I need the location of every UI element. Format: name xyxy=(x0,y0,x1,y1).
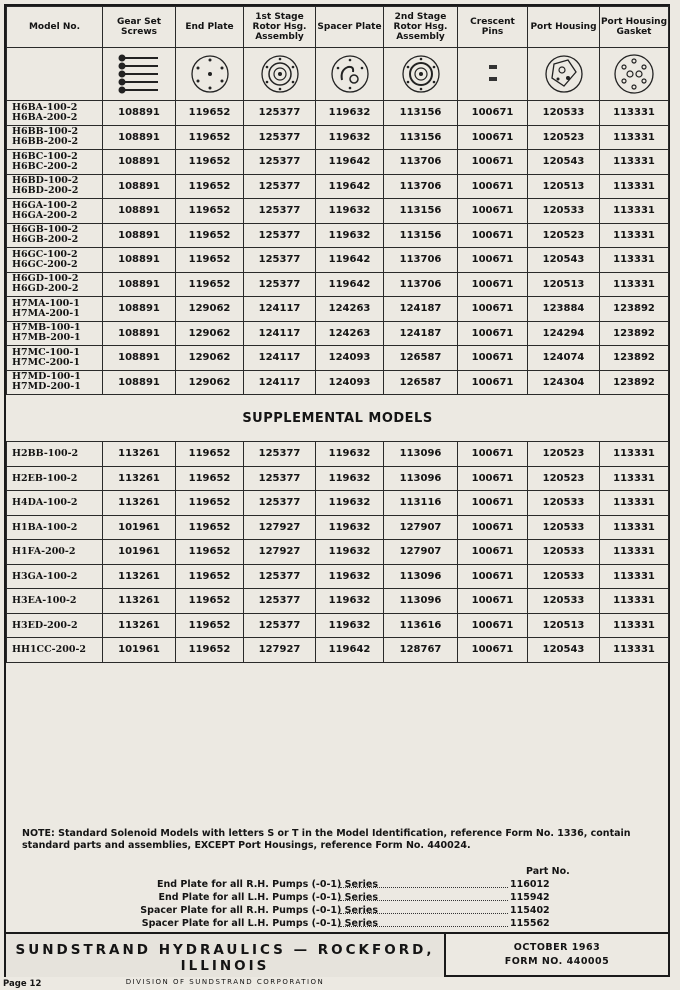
part-cell: 108891 xyxy=(103,297,176,322)
form-date: OCTOBER 1963 xyxy=(513,942,601,953)
part-cell: 119632 xyxy=(316,199,384,224)
part-cell: 119652 xyxy=(176,613,244,638)
part-cell: 100671 xyxy=(458,321,528,346)
part-cell: 108891 xyxy=(103,370,176,395)
part-cell: 108891 xyxy=(103,101,176,126)
model-number: H7MB-100-1 xyxy=(12,322,81,334)
part-cell: 124093 xyxy=(316,370,384,395)
part-cell: 119652 xyxy=(176,223,244,248)
part-cell: 113331 xyxy=(600,174,669,199)
division-name: DIVISION OF SUNDSTRAND CORPORATION xyxy=(125,978,325,986)
model-cell xyxy=(7,297,103,322)
model-number: H6BA-100-2 xyxy=(12,101,78,113)
part-cell: 120513 xyxy=(528,613,600,638)
part-cell: 100671 xyxy=(458,174,528,199)
table-row xyxy=(7,223,669,248)
part-cell: 125377 xyxy=(244,125,316,150)
part-cell: 119652 xyxy=(176,540,244,565)
part-cell: 100671 xyxy=(458,199,528,224)
model-number: H7MC-100-1 xyxy=(12,346,80,358)
col-header: 1st Stage Rotor Hsg. Assembly xyxy=(244,7,316,48)
part-cell: 119652 xyxy=(176,564,244,589)
part-cell: 125377 xyxy=(244,564,316,589)
part-cell: 124093 xyxy=(316,346,384,371)
part-cell: 113331 xyxy=(600,564,669,589)
part-cell: 100671 xyxy=(458,223,528,248)
part-cell: 100671 xyxy=(458,638,528,663)
part-cell: 120543 xyxy=(528,248,600,273)
pins-icon xyxy=(458,48,528,101)
part-cell: 123892 xyxy=(600,370,669,395)
note-text: Standard Solenoid Models with letters S or T in the Model Identification, reference Form No. 1336, contain standard parts and assemblies, EXCEPT Port Housings, reference Form No. 440024. xyxy=(22,828,631,851)
model-number: H6GA-200-2 xyxy=(12,209,78,221)
part-cell: 120533 xyxy=(528,199,600,224)
part-cell: 113616 xyxy=(384,613,458,638)
part-cell: 120543 xyxy=(528,150,600,175)
form-block xyxy=(446,934,668,977)
part-cell: 120533 xyxy=(528,589,600,614)
part-number: 115562 xyxy=(510,918,550,929)
model-cell xyxy=(7,150,103,175)
part-cell: 113096 xyxy=(384,564,458,589)
part-cell: 100671 xyxy=(458,150,528,175)
model-number: H6GC-200-2 xyxy=(12,258,78,270)
model-cell xyxy=(7,199,103,224)
part-cell: 113261 xyxy=(103,564,176,589)
part-cell: 113096 xyxy=(384,589,458,614)
part-cell: 125377 xyxy=(244,101,316,126)
part-cell: 113331 xyxy=(600,199,669,224)
part-cell: 113706 xyxy=(384,150,458,175)
icon-row xyxy=(7,48,669,101)
part-cell: 100671 xyxy=(458,613,528,638)
part-cell: 113156 xyxy=(384,223,458,248)
model-number: H6GA-100-2 xyxy=(12,199,78,211)
part-cell: 108891 xyxy=(103,150,176,175)
model-number: H7MB-200-1 xyxy=(12,332,81,344)
page-number: Page 12 xyxy=(3,979,42,989)
table-row xyxy=(7,442,669,467)
model-number: H6BB-100-2 xyxy=(12,126,79,138)
gasket-icon xyxy=(600,48,669,101)
port-housing-icon xyxy=(528,48,600,101)
part-cell: 125377 xyxy=(244,248,316,273)
part-cell: 100671 xyxy=(458,101,528,126)
model-cell xyxy=(7,174,103,199)
model-cell: H1FA-200-2 xyxy=(7,540,103,565)
part-cell: 119652 xyxy=(176,272,244,297)
part-cell: 119632 xyxy=(316,589,384,614)
part-cell: 113261 xyxy=(103,613,176,638)
part-name: Spacer Plate for all L.H. Pumps (-0-1) Series xyxy=(141,918,378,929)
part-cell: 119632 xyxy=(316,223,384,248)
part-cell: 100671 xyxy=(458,346,528,371)
table-row xyxy=(7,150,669,175)
table-row xyxy=(7,174,669,199)
part-cell: 127907 xyxy=(384,540,458,565)
model-cell: H3EA-100-2 xyxy=(7,589,103,614)
supplemental-row xyxy=(7,395,669,442)
table-row xyxy=(7,272,669,297)
supplemental-title: SUPPLEMENTAL MODELS xyxy=(7,395,669,442)
part-cell: 129062 xyxy=(176,346,244,371)
part-cell: 119632 xyxy=(316,442,384,467)
part-cell: 127927 xyxy=(244,540,316,565)
part-cell: 120533 xyxy=(528,564,600,589)
model-number: H7MC-200-1 xyxy=(12,356,80,368)
model-cell xyxy=(7,321,103,346)
part-cell: 100671 xyxy=(458,442,528,467)
part-cell: 120543 xyxy=(528,638,600,663)
part-cell: 113261 xyxy=(103,466,176,491)
part-cell: 120513 xyxy=(528,272,600,297)
part-cell: 119632 xyxy=(316,491,384,516)
part-cell: 113331 xyxy=(600,223,669,248)
table-row xyxy=(7,125,669,150)
part-cell: 119652 xyxy=(176,150,244,175)
model-number: H6BD-100-2 xyxy=(12,175,79,187)
part-cell: 108891 xyxy=(103,199,176,224)
table-row xyxy=(7,589,669,614)
part-cell: 119642 xyxy=(316,638,384,663)
part-cell: 100671 xyxy=(458,272,528,297)
part-cell: 125377 xyxy=(244,174,316,199)
part-cell: 124117 xyxy=(244,297,316,322)
part-cell: 119652 xyxy=(176,638,244,663)
part-cell: 119632 xyxy=(316,564,384,589)
part-cell: 126587 xyxy=(384,370,458,395)
part-cell: 124117 xyxy=(244,346,316,371)
part-cell: 100671 xyxy=(458,589,528,614)
spacer-plate-icon xyxy=(316,48,384,101)
form-number: FORM NO. 440005 xyxy=(504,956,610,967)
part-cell: 113156 xyxy=(384,199,458,224)
part-cell: 127927 xyxy=(244,638,316,663)
part-cell: 120523 xyxy=(528,442,600,467)
part-cell: 119652 xyxy=(176,174,244,199)
part-cell: 113261 xyxy=(103,442,176,467)
leader-dots xyxy=(340,887,508,888)
part-cell: 124117 xyxy=(244,370,316,395)
part-cell: 125377 xyxy=(244,199,316,224)
part-cell: 124187 xyxy=(384,297,458,322)
part-cell: 120533 xyxy=(528,540,600,565)
part-cell: 113331 xyxy=(600,515,669,540)
table-row xyxy=(7,564,669,589)
part-cell: 100671 xyxy=(458,125,528,150)
part-cell: 129062 xyxy=(176,370,244,395)
col-header: End Plate xyxy=(176,7,244,48)
part-list-header: Part No. xyxy=(526,866,570,877)
part-cell: 123892 xyxy=(600,321,669,346)
table-row xyxy=(7,101,669,126)
model-number: H6BB-200-2 xyxy=(12,136,79,148)
col-header: Port Housing xyxy=(528,7,600,48)
model-number: H6BC-200-2 xyxy=(12,160,78,172)
part-cell: 113096 xyxy=(384,466,458,491)
model-number: H6BC-100-2 xyxy=(12,150,78,162)
model-cell xyxy=(7,346,103,371)
part-cell: 120523 xyxy=(528,125,600,150)
part-cell: 108891 xyxy=(103,346,176,371)
part-cell: 101961 xyxy=(103,515,176,540)
part-cell: 108891 xyxy=(103,174,176,199)
model-cell xyxy=(7,223,103,248)
company-name: SUNDSTRAND HYDRAULICS — ROCKFORD, ILLINOIS xyxy=(15,942,435,974)
model-cell xyxy=(7,370,103,395)
part-cell: 119642 xyxy=(316,272,384,297)
model-cell: H3GA-100-2 xyxy=(7,564,103,589)
part-cell: 101961 xyxy=(103,638,176,663)
model-number: H6GD-100-2 xyxy=(12,273,79,285)
part-cell: 125377 xyxy=(244,150,316,175)
part-cell: 119652 xyxy=(176,199,244,224)
table-row xyxy=(7,321,669,346)
part-cell: 113261 xyxy=(103,589,176,614)
part-cell: 123892 xyxy=(600,346,669,371)
part-list-item xyxy=(40,879,620,891)
rotor-housing-icon xyxy=(244,48,316,101)
header-row xyxy=(7,7,669,48)
part-cell: 119652 xyxy=(176,248,244,273)
col-header: Port Housing Gasket xyxy=(600,7,669,48)
part-cell: 113261 xyxy=(103,491,176,516)
model-cell: H2EB-100-2 xyxy=(7,466,103,491)
part-cell: 100671 xyxy=(458,515,528,540)
part-cell: 113331 xyxy=(600,491,669,516)
part-cell: 119632 xyxy=(316,466,384,491)
col-header: Gear Set Screws xyxy=(103,7,176,48)
table-row xyxy=(7,540,669,565)
part-cell: 113331 xyxy=(600,248,669,273)
part-cell: 119652 xyxy=(176,442,244,467)
part-cell: 124187 xyxy=(384,321,458,346)
col-header: Spacer Plate xyxy=(316,7,384,48)
table-row xyxy=(7,466,669,491)
table-row xyxy=(7,297,669,322)
table-row xyxy=(7,491,669,516)
part-cell: 113156 xyxy=(384,101,458,126)
part-cell: 100671 xyxy=(458,491,528,516)
blank-cell xyxy=(7,48,103,101)
model-number: H6GB-200-2 xyxy=(12,234,79,246)
model-cell: H1BA-100-2 xyxy=(7,515,103,540)
leader-dots xyxy=(340,900,508,901)
part-cell: 108891 xyxy=(103,125,176,150)
model-cell xyxy=(7,101,103,126)
part-cell: 127907 xyxy=(384,515,458,540)
part-cell: 119632 xyxy=(316,613,384,638)
model-number: H6GB-100-2 xyxy=(12,224,79,236)
part-number: 115402 xyxy=(510,905,550,916)
model-number: H7MD-100-1 xyxy=(12,371,81,383)
part-cell: 129062 xyxy=(176,297,244,322)
part-number: 115942 xyxy=(510,892,550,903)
part-cell: 100671 xyxy=(458,370,528,395)
note-label: NOTE: xyxy=(22,828,55,839)
part-cell: 100671 xyxy=(458,540,528,565)
part-cell: 108891 xyxy=(103,321,176,346)
part-cell: 125377 xyxy=(244,589,316,614)
table-row xyxy=(7,613,669,638)
model-number: H6GD-200-2 xyxy=(12,283,79,295)
part-cell: 113331 xyxy=(600,638,669,663)
part-cell: 113116 xyxy=(384,491,458,516)
model-number: H6GC-100-2 xyxy=(12,248,78,260)
part-cell: 119652 xyxy=(176,515,244,540)
model-cell: HH1CC-200-2 xyxy=(7,638,103,663)
model-number: H7MD-200-1 xyxy=(12,381,81,393)
parts-table xyxy=(6,6,669,663)
model-cell xyxy=(7,272,103,297)
part-cell: 100671 xyxy=(458,466,528,491)
model-cell xyxy=(7,125,103,150)
part-cell: 119632 xyxy=(316,540,384,565)
rotor-housing-2-icon xyxy=(384,48,458,101)
col-header: Model No. xyxy=(7,7,103,48)
col-header: Crescent Pins xyxy=(458,7,528,48)
part-cell: 120533 xyxy=(528,515,600,540)
part-cell: 119652 xyxy=(176,491,244,516)
part-cell: 119652 xyxy=(176,589,244,614)
col-header: 2nd Stage Rotor Hsg. Assembly xyxy=(384,7,458,48)
model-cell: H3ED-200-2 xyxy=(7,613,103,638)
part-cell: 119632 xyxy=(316,515,384,540)
part-cell: 113156 xyxy=(384,125,458,150)
part-cell: 120533 xyxy=(528,491,600,516)
leader-dots xyxy=(340,913,508,914)
part-cell: 108891 xyxy=(103,248,176,273)
table-row xyxy=(7,346,669,371)
part-cell: 124294 xyxy=(528,321,600,346)
model-number: H7MA-100-1 xyxy=(12,297,80,309)
part-cell: 113331 xyxy=(600,613,669,638)
part-cell: 108891 xyxy=(103,272,176,297)
table-row xyxy=(7,370,669,395)
part-cell: 128767 xyxy=(384,638,458,663)
model-number: H6BD-200-2 xyxy=(12,185,79,197)
part-cell: 113331 xyxy=(600,466,669,491)
part-cell: 119642 xyxy=(316,150,384,175)
part-name: Spacer Plate for all R.H. Pumps (-0-1) Series xyxy=(140,905,378,916)
model-number: H7MA-200-1 xyxy=(12,307,80,319)
part-cell: 113331 xyxy=(600,442,669,467)
part-cell: 120523 xyxy=(528,466,600,491)
part-cell: 120533 xyxy=(528,101,600,126)
part-cell: 100671 xyxy=(458,248,528,273)
part-cell: 124117 xyxy=(244,321,316,346)
part-cell: 123892 xyxy=(600,297,669,322)
part-cell: 120523 xyxy=(528,223,600,248)
part-name: End Plate for all L.H. Pumps (-0-1) Series xyxy=(158,892,378,903)
part-cell: 101961 xyxy=(103,540,176,565)
table-row xyxy=(7,638,669,663)
part-cell: 126587 xyxy=(384,346,458,371)
part-cell: 124263 xyxy=(316,321,384,346)
part-cell: 124263 xyxy=(316,297,384,322)
part-name: End Plate for all R.H. Pumps (-0-1) Series xyxy=(157,879,378,890)
part-cell: 119632 xyxy=(316,101,384,126)
part-cell: 113706 xyxy=(384,272,458,297)
part-cell: 113331 xyxy=(600,272,669,297)
part-cell: 113096 xyxy=(384,442,458,467)
part-cell: 119652 xyxy=(176,101,244,126)
part-number: 116012 xyxy=(510,879,550,890)
model-number: H6BA-200-2 xyxy=(12,111,78,123)
part-cell: 108891 xyxy=(103,223,176,248)
part-cell: 120513 xyxy=(528,174,600,199)
part-cell: 124304 xyxy=(528,370,600,395)
part-cell: 119642 xyxy=(316,248,384,273)
note xyxy=(22,828,662,852)
part-cell: 125377 xyxy=(244,491,316,516)
table-row xyxy=(7,199,669,224)
part-cell: 125377 xyxy=(244,466,316,491)
part-cell: 100671 xyxy=(458,297,528,322)
part-cell: 113331 xyxy=(600,101,669,126)
part-cell: 119652 xyxy=(176,125,244,150)
part-cell: 119652 xyxy=(176,466,244,491)
part-cell: 119642 xyxy=(316,174,384,199)
part-cell: 113331 xyxy=(600,150,669,175)
part-cell: 129062 xyxy=(176,321,244,346)
model-cell: H4DA-100-2 xyxy=(7,491,103,516)
part-cell: 125377 xyxy=(244,442,316,467)
model-cell xyxy=(7,248,103,273)
part-list-item xyxy=(40,905,620,917)
table-row xyxy=(7,248,669,273)
part-cell: 124074 xyxy=(528,346,600,371)
part-list-item xyxy=(40,892,620,904)
part-cell: 100671 xyxy=(458,564,528,589)
part-cell: 125377 xyxy=(244,272,316,297)
part-cell: 113331 xyxy=(600,125,669,150)
part-cell: 125377 xyxy=(244,613,316,638)
part-cell: 113331 xyxy=(600,540,669,565)
part-list-item xyxy=(40,918,620,930)
end-plate-icon xyxy=(176,48,244,101)
part-cell: 113706 xyxy=(384,248,458,273)
table-row xyxy=(7,515,669,540)
part-cell: 127927 xyxy=(244,515,316,540)
model-cell: H2BB-100-2 xyxy=(7,442,103,467)
leader-dots xyxy=(340,926,508,927)
part-cell: 113706 xyxy=(384,174,458,199)
part-cell: 119632 xyxy=(316,125,384,150)
part-cell: 123884 xyxy=(528,297,600,322)
part-cell: 125377 xyxy=(244,223,316,248)
screws-icon xyxy=(103,48,176,101)
part-cell: 113331 xyxy=(600,589,669,614)
